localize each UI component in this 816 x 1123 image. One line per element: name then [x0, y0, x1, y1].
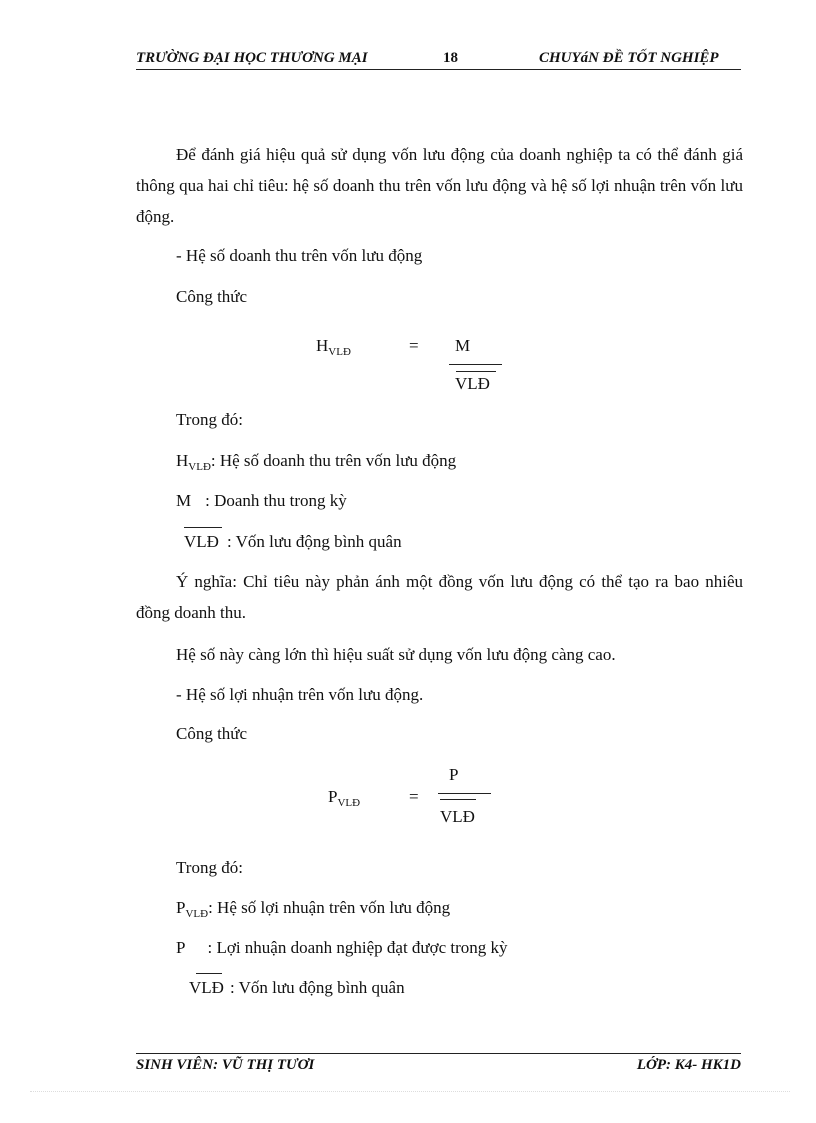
where-label-2: Trong đó: — [176, 858, 243, 877]
header-rule — [136, 69, 741, 70]
intro-paragraph: Để đánh giá hiệu quả sử dụng vốn lưu động của doanh nghiệp ta có thể đánh giá thông qua hai chỉ tiêu: hệ số doanh thu trên vốn lưu động và hệ số lợi nhuận trên vốn lưu động. — [136, 145, 743, 226]
def2-vld-overline — [196, 973, 222, 974]
footer-class: LỚP: K4- HK1D — [636, 1057, 741, 1073]
header-document-type: CHUYáN ĐỀ TỐT NGHIỆP — [539, 50, 719, 66]
formula2-denominator: VLĐ — [440, 807, 475, 826]
formula1-average-bar — [456, 371, 496, 372]
formula2-fraction-bar — [438, 793, 491, 794]
page-bottom-edge — [30, 1091, 790, 1092]
def1-h-vld: $H_{VLĐ}$: Hệ số doanh thu trên vốn lưu động — [176, 451, 457, 473]
footer-student-name: SINH VIÊN: VŨ THỊ TƯƠI — [136, 1057, 315, 1073]
meaning-paragraph: Ý nghĩa: Chỉ tiêu này phản ánh một đồng vốn lưu động có thể tạo ra bao nhiêu đồng doanh thu. — [136, 572, 743, 622]
formula1-numerator: M — [455, 336, 471, 355]
header-school-name: TRƯỜNG ĐẠI HỌC THƯƠNG MẠI — [136, 50, 368, 66]
footer-rule — [136, 1053, 741, 1054]
formula1-equals: = — [409, 336, 419, 355]
page-number: 18 — [443, 50, 458, 66]
formula2-equals: = — [409, 787, 419, 806]
formula2-average-bar — [440, 799, 476, 800]
formula1-fraction-bar — [449, 364, 502, 365]
conclusion: Hệ số này càng lớn thì hiệu suất sử dụng vốn lưu động càng cao. — [176, 645, 616, 664]
formula-label-2: Công thức — [176, 724, 248, 743]
def2-p: P : Lợi nhuận doanh nghiệp đạt được trong kỳ — [176, 938, 508, 957]
def2-vld: VLĐ : Vốn lưu động bình quân — [189, 978, 405, 997]
def2-p-vld: $P_{VLĐ}$: Hệ số lợi nhuận trên vốn lưu động — [176, 898, 451, 920]
where-label-1: Trong đó: — [176, 410, 243, 429]
formula1-lhs: $H_{VLĐ}$ — [316, 336, 351, 358]
formula2-lhs: $P_{VLĐ}$ — [328, 787, 361, 809]
formula2-numerator: P — [449, 765, 459, 784]
def1-m: M : Doanh thu trong kỳ — [176, 491, 347, 510]
def1-vld: VLĐ : Vốn lưu động bình quân — [184, 532, 402, 551]
item1-title: - Hệ số doanh thu trên vốn lưu động — [176, 246, 423, 265]
def1-vld-overline — [184, 527, 222, 528]
item2-title: - Hệ số lợi nhuận trên vốn lưu động. — [176, 685, 424, 704]
formula1-denominator: VLĐ — [455, 374, 490, 393]
formula-label-1: Công thức — [176, 287, 248, 306]
